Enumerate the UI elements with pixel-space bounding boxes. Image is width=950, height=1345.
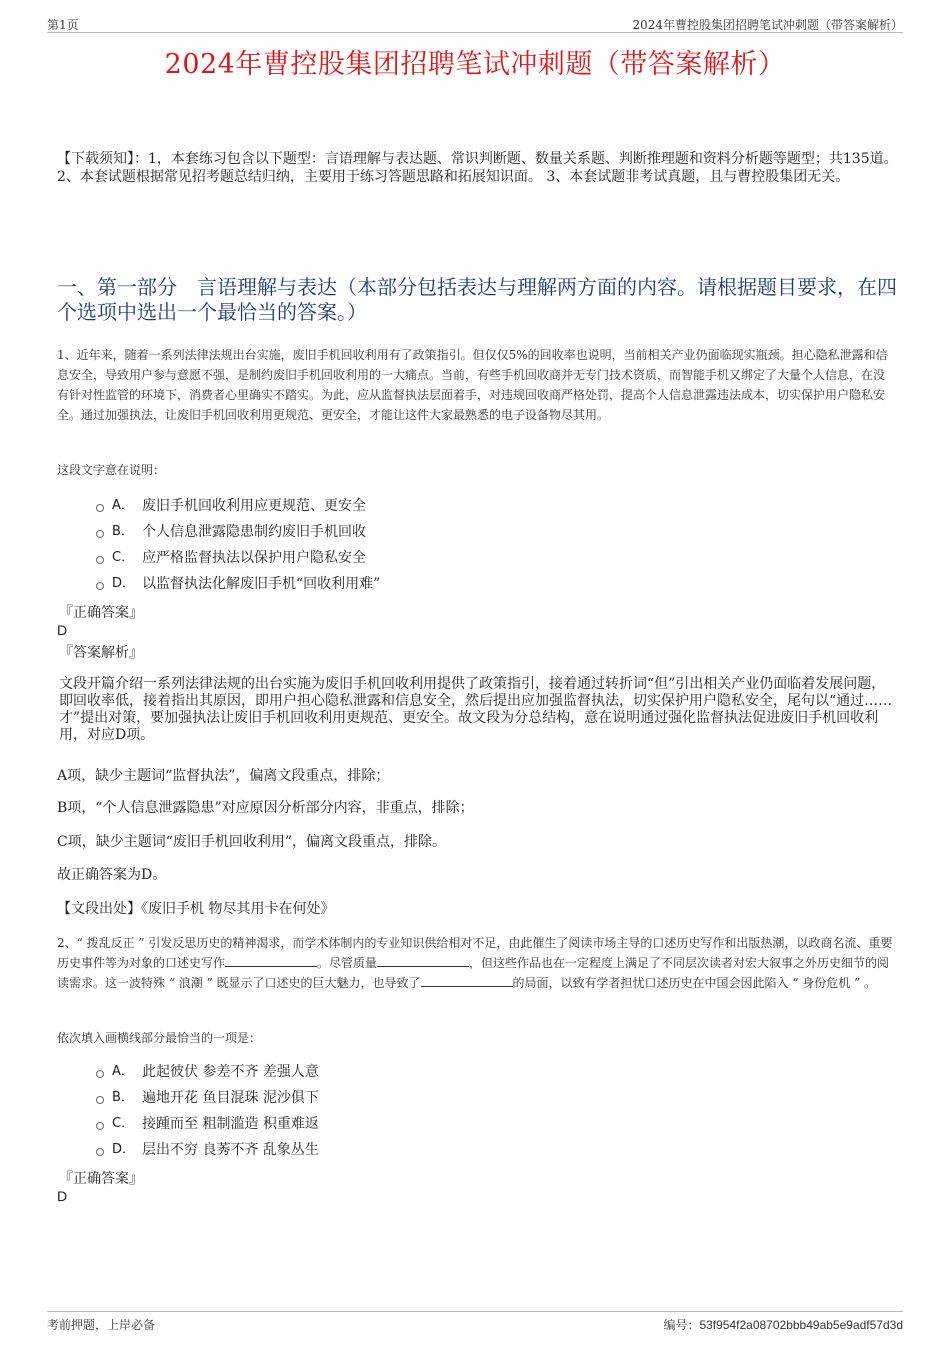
radio-icon[interactable]	[96, 582, 104, 590]
radio-icon[interactable]	[96, 504, 104, 512]
question-2-answer: D	[57, 1188, 68, 1204]
question-1-prompt: 这段文字意在说明：	[57, 463, 166, 477]
radio-icon[interactable]	[96, 1122, 104, 1130]
question-1-option-a[interactable]: A． 废旧手机回收利用应更规范、更安全	[96, 493, 380, 519]
question-1-source: 【文段出处】《废旧手机 物尽其用卡在何处》	[57, 901, 335, 917]
question-1-answer: D	[57, 622, 68, 638]
radio-icon[interactable]	[96, 530, 104, 538]
question-1-option-d[interactable]: D． 以监督执法化解废旧手机“回收利用难”	[96, 571, 380, 597]
radio-icon[interactable]	[96, 1148, 104, 1156]
question-2-prompt: 依次填入画横线部分最恰当的一项是：	[57, 1031, 262, 1045]
page-number: 第1页	[47, 18, 79, 32]
question-1-note-b: B项，“个人信息泄露隐患”对应原因分析部分内容，非重点，排除；	[57, 800, 474, 816]
fill-blank-2	[377, 955, 469, 967]
question-2-text: 2、“ 拨乱反正 ” 引发反思历史的精神渴求，而学术体制内的专业知识供给相对不足，由此催生了阅读市场主导的口述历史写作和出版热潮，以政商名流、重要历史事件等为对象的口述史写作 。尽管质量 ，但这些作品也在一定程度上满足了不同层次读者对宏大叙事之外历史细节的阅读需求。这一波特殊 “ 浪潮 ” 既显示了口述史的巨大魅力，也导致了 的局面，以致有学者担忧口述历史在中国会因此陷入 “ 身份危机 ” 。	[57, 936, 893, 990]
question-2-answer-label: 『正确答案』	[59, 1171, 143, 1187]
fill-blank-3	[421, 975, 513, 987]
question-2-option-a[interactable]: A． 此起彼伏 参差不齐 差强人意	[96, 1059, 319, 1085]
radio-icon[interactable]	[96, 1070, 104, 1078]
header-doc-title: 2024年曹控股集团招聘笔试冲刺题（带答案解析）	[632, 18, 903, 32]
radio-icon[interactable]	[96, 1096, 104, 1104]
section-heading: 一、第一部分 言语理解与表达（本部分包括表达与理解两方面的内容。请根据题目要求，在四个选项中选出一个最恰当的答案。）	[57, 275, 897, 324]
footer-slogan: 考前押题，上岸必备	[47, 1318, 156, 1332]
question-2-option-c[interactable]: C． 接踵而至 粗制滥造 积重难返	[96, 1111, 319, 1137]
question-2-option-b[interactable]: B． 遍地开花 鱼目混珠 泥沙俱下	[96, 1085, 319, 1111]
question-1-note-c: C项，缺少主题词“废旧手机回收利用”，偏离文段重点，排除。	[57, 834, 447, 850]
question-1-answer-label: 『正确答案』	[59, 605, 143, 621]
question-2-options	[96, 1059, 319, 1163]
radio-icon[interactable]	[96, 556, 104, 564]
fill-blank-1	[225, 955, 317, 967]
question-1-options	[96, 493, 380, 597]
question-1-text: 1、近年来，随着一系列法律法规出台实施，废旧手机回收利用有了政策指引。但仅仅5%的回收率也说明，当前相关产业仍面临现实瓶颈。担心隐私泄露和信息安全，导致用户参与意愿不强，是制约废旧手机回收利用的一大痛点。当前，有些手机回收商并无专门技术资质，而智能手机又绑定了大量个人信息，在没有针对性监管的环境下，消费者心里确实不踏实。为此，应从监督执法层面着手，对违规回收商严格处罚，提高个人信息泄露违法成本，切实保护用户隐私安全。通过加强执法，让废旧手机回收利用更规范、更安全，才能让这件大家最熟悉的电子设备物尽其用。	[57, 348, 888, 422]
page-footer	[47, 1311, 903, 1334]
question-2-option-d[interactable]: D． 层出不穷 良莠不齐 乱象丛生	[96, 1137, 319, 1163]
page-header	[47, 12, 903, 33]
question-1-analysis-label: 『答案解析』	[59, 645, 143, 661]
question-1-option-b[interactable]: B． 个人信息泄露隐患制约废旧手机回收	[96, 519, 380, 545]
question-1-analysis: 文段开篇介绍一系列法律法规的出台实施为废旧手机回收利用提供了政策指引，接着通过转折词“但”引出相关产业仍面临着发展问题，即回收率低，接着指出其原因，即用户担心隐私泄露和信息安全，然后提出应加强监督执法，切实保护用户隐私安全，尾句以“通过……才”提出对策，要加强执法让废旧手机回收利用更规范、更安全。故文段为分总结构，意在说明通过强化监督执法促进废旧手机回收利用，对应D项。	[59, 676, 893, 743]
question-1-note-a: A项，缺少主题词“监督执法”，偏离文段重点，排除；	[57, 768, 390, 784]
question-1-option-c[interactable]: C． 应严格监督执法以保护用户隐私安全	[96, 545, 380, 571]
footer-code: 编号：53f954f2a08702bbb49ab5e9adf57d3d	[663, 1318, 903, 1332]
question-1-conclusion: 故正确答案为D。	[57, 867, 167, 883]
document-title: 2024年曹控股集团招聘笔试冲刺题（带答案解析）	[164, 49, 786, 80]
download-notice: 【下载须知】：1，本套练习包含以下题型：言语理解与表达题、常识判断题、数量关系题、判断推理题和资料分析题等题型；共135道。 2、本套试题根据常见招考题总结归纳，主要用于练习答题思路和拓展知识面。 3、本套试题非考试真题，且与曹控股集团无关。	[57, 151, 898, 185]
